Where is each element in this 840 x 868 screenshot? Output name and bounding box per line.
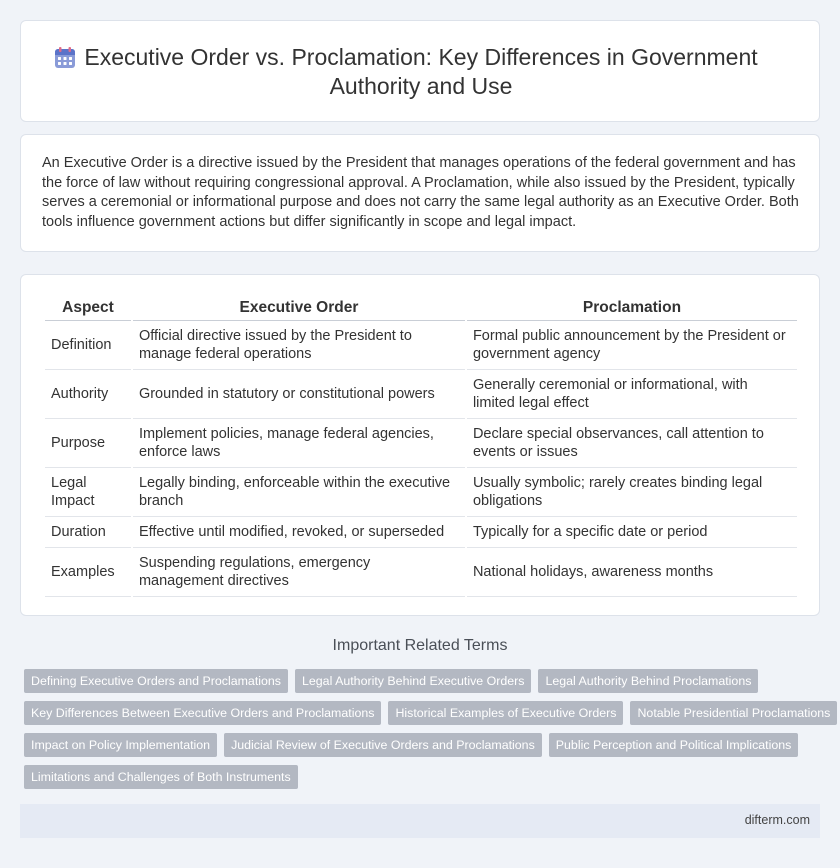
row-aspect: Purpose — [45, 419, 131, 468]
row-proclamation: Usually symbolic; rarely creates binding legal obligations — [467, 468, 797, 517]
related-term-tag[interactable]: Judicial Review of Executive Orders and Proclamations — [224, 733, 542, 757]
related-term-tag[interactable]: Defining Executive Orders and Proclamations — [24, 669, 288, 693]
related-term-tag[interactable]: Notable Presidential Proclamations — [630, 701, 837, 725]
row-executive-order: Implement policies, manage federal agencies, enforce laws — [133, 419, 465, 468]
header-executive-order: Executive Order — [133, 295, 465, 321]
row-executive-order: Official directive issued by the President to manage federal operations — [133, 321, 465, 370]
related-term-tag[interactable]: Impact on Policy Implementation — [24, 733, 217, 757]
intro-paragraph: An Executive Order is a directive issued by the President that manages operations of the federal government and has the force of law without requiring congressional approval. A Proclamation, while also issued by the President, typically serves a ceremonial or informational purpose and does not carry the same legal authority as an Executive Order. Both tools influence government actions but differ significantly in scope and legal impact. — [42, 155, 799, 230]
table-row — [45, 517, 797, 548]
row-executive-order: Grounded in statutory or constitutional powers — [133, 370, 465, 419]
row-aspect: Examples — [45, 548, 131, 597]
related-term-tag[interactable]: Public Perception and Political Implications — [549, 733, 799, 757]
footer-site-link[interactable]: difterm.com — [744, 813, 810, 827]
header-aspect: Aspect — [45, 295, 131, 321]
row-aspect: Authority — [45, 370, 131, 419]
table-row — [45, 468, 797, 517]
related-term-tag[interactable]: Key Differences Between Executive Orders and Proclamations — [24, 701, 381, 725]
related-term-tag[interactable]: Legal Authority Behind Proclamations — [538, 669, 758, 693]
comparison-table-card — [20, 274, 820, 616]
row-aspect: Definition — [45, 321, 131, 370]
footer — [20, 804, 820, 838]
table-row — [45, 321, 797, 370]
row-proclamation: Declare special observances, call attention to events or issues — [467, 419, 797, 468]
table-row — [45, 370, 797, 419]
comparison-table — [43, 295, 799, 597]
row-proclamation: Generally ceremonial or informational, with limited legal effect — [467, 370, 797, 419]
related-term-tag[interactable]: Limitations and Challenges of Both Instruments — [24, 765, 298, 789]
table-row — [45, 419, 797, 468]
row-proclamation: Formal public announcement by the President or government agency — [467, 321, 797, 370]
row-executive-order: Suspending regulations, emergency management directives — [133, 548, 465, 597]
header-proclamation: Proclamation — [467, 295, 797, 321]
related-terms-list — [24, 669, 831, 797]
header-card — [20, 20, 820, 122]
table-row — [45, 548, 797, 597]
row-aspect: Legal Impact — [45, 468, 131, 517]
related-term-tag[interactable]: Legal Authority Behind Executive Orders — [295, 669, 531, 693]
intro-card — [20, 134, 820, 252]
page-title: Executive Order vs. Proclamation: Key Differences in Government Authority and Use — [84, 44, 758, 99]
related-terms-heading: Important Related Terms — [332, 637, 508, 654]
row-proclamation: Typically for a specific date or period — [467, 517, 797, 548]
row-executive-order: Effective until modified, revoked, or superseded — [133, 517, 465, 548]
row-aspect: Duration — [45, 517, 131, 548]
related-term-tag[interactable]: Historical Examples of Executive Orders — [388, 701, 623, 725]
row-executive-order: Legally binding, enforceable within the executive branch — [133, 468, 465, 517]
row-proclamation: National holidays, awareness months — [467, 548, 797, 597]
